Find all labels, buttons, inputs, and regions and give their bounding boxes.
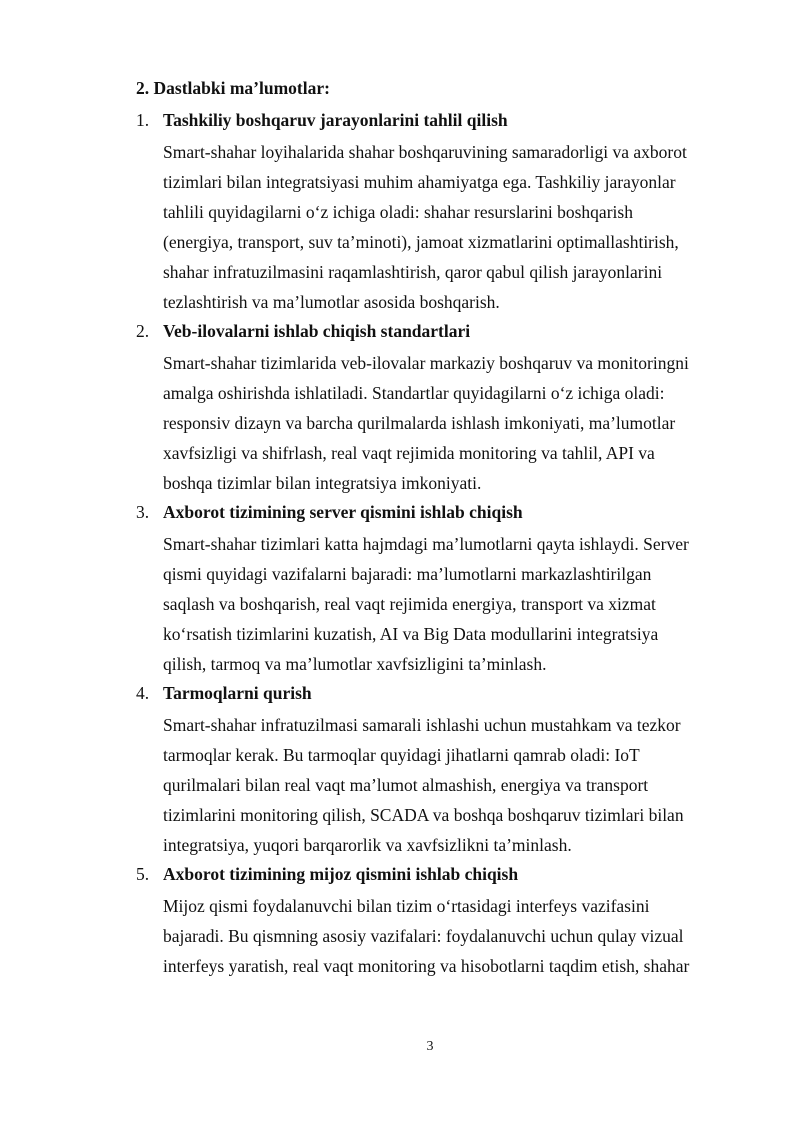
body-line: responsiv dizayn va barcha qurilmalarda ishlash imkoniyati, ma’lumotlar [163,413,676,433]
numbered-list [0,106,800,981]
body-line: tizimlari bilan integratsiyasi muhim ahamiyatga ega. Tashkiliy jarayonlar [163,172,676,192]
body-line: qurilmalari bilan real vaqt ma’lumot almashish, energiya va transport [163,775,649,795]
item-body [163,529,738,679]
item-body [163,348,738,498]
body-line: boshqa tizimlar bilan integratsiya imkoniyati. [163,473,482,493]
list-item-1 [0,106,800,317]
body-line: interfeys yaratish, real vaqt monitoring va hisobotlarni taqdim etish, shahar [163,956,690,976]
body-line: shahar infratuzilmasini raqamlashtirish, qaror qabul qilish jarayonlarini [163,262,663,282]
body-line: tizimlarini monitoring qilish, SCADA va boshqa boshqaruv tizimlari bilan [163,805,684,825]
item-title: Veb-ilovalarni ishlab chiqish standartlari [163,321,471,341]
list-item-5 [0,860,800,981]
page-number: 3 [426,1039,434,1054]
body-line: Smart-shahar loyihalarida shahar boshqaruvining samaradorligi va axborot [163,142,687,162]
body-line: tahlili quyidagilarni o‘z ichiga oladi: shahar resurslarini boshqarish [163,202,633,222]
item-title: Axborot tizimining server qismini ishlab chiqish [163,502,523,522]
item-number: 1. [136,110,150,130]
body-line: amalga oshirishda ishlatiladi. Standartlar quyidagilarni o‘z ichiga oladi: [163,383,665,403]
body-line: bajaradi. Bu qismning asosiy vazifalari: foydalanuvchi uchun qulay vizual [163,926,684,946]
item-title: Axborot tizimining mijoz qismini ishlab chiqish [163,864,519,884]
body-line: (energiya, transport, suv ta’minoti), jamoat xizmatlarini optimallashtirish, [163,232,679,252]
body-line: Smart-shahar tizimlari katta hajmdagi ma’lumotlarni qayta ishlaydi. Server [163,534,689,554]
item-body [163,137,738,317]
body-line: xavfsizligi va shifrlash, real vaqt rejimida monitoring va tahlil, API va [163,443,655,463]
body-line: Mijoz qismi foydalanuvchi bilan tizim o‘rtasidagi interfeys vazifasini [163,896,650,916]
body-line: Smart-shahar tizimlarida veb-ilovalar markaziy boshqaruv va monitoringni [163,353,689,373]
body-line: qismi quyidagi vazifalarni bajaradi: ma’lumotlarni markazlashtirilgan [163,564,652,584]
item-body [163,891,738,981]
body-line: ko‘rsatish tizimlarini kuzatish, AI va Big Data modullarini integratsiya [163,624,659,644]
item-title: Tashkiliy boshqaruv jarayonlarini tahlil qilish [163,110,508,130]
body-line: qilish, tarmoq va ma’lumotlar xavfsizligini ta’minlash. [163,654,547,674]
body-line: tezlashtirish va ma’lumotlar asosida boshqarish. [163,292,500,312]
list-item-4 [0,679,800,860]
item-number: 5. [136,864,150,884]
body-line: tarmoqlar kerak. Bu tarmoqlar quyidagi jihatlarni qamrab oladi: IoT [163,745,640,765]
item-body [163,710,738,860]
item-title: Tarmoqlarni qurish [163,683,312,703]
body-line: integratsiya, yuqori barqarorlik va xavfsizlikni ta’minlash. [163,835,572,855]
list-item-2 [0,317,800,498]
item-number: 4. [136,683,150,703]
item-number: 2. [136,321,150,341]
item-number: 3. [136,502,150,522]
body-line: Smart-shahar infratuzilmasi samarali ishlashi uchun mustahkam va tezkor [163,715,681,735]
body-line: saqlash va boshqarish, real vaqt rejimida energiya, transport va xizmat [163,594,656,614]
section-heading: 2. Dastlabki ma’lumotlar: [136,78,330,98]
list-item-3 [0,498,800,679]
